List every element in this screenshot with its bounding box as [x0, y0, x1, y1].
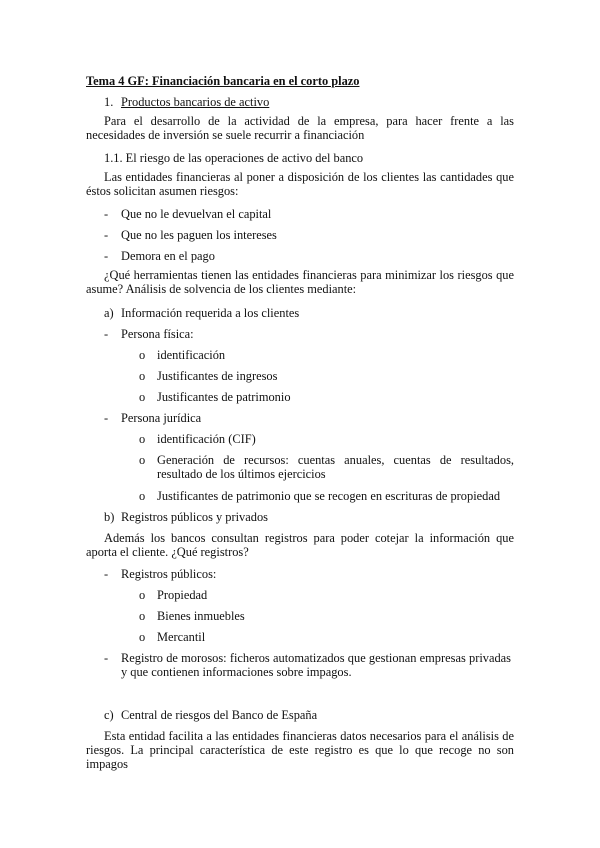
bullet-marker: o [139, 369, 146, 383]
morosos-item: Registro de morosos: ficheros automatizados que gestionan empresas privadas y que contienen informaciones sobre impagos. [121, 651, 511, 679]
subsection-intro: Las entidades financieras al poner a disposición de los clientes las cantidades que éstos solicitan asumen riesgos: [86, 170, 514, 198]
registros-publicos-label: Registros públicos: [121, 567, 217, 581]
fisica-item: Justificantes de ingresos [157, 369, 278, 383]
risk-item: Demora en el pago [121, 249, 215, 263]
publicos-item: Bienes inmuebles [157, 609, 245, 623]
bullet-marker: o [139, 630, 146, 644]
risk-item: Que no les paguen los intereses [121, 228, 277, 242]
bullet-marker: o [139, 609, 146, 623]
dash-marker: - [104, 249, 109, 263]
persona-juridica-label: Persona jurídica [121, 411, 202, 425]
dash-marker: - [104, 327, 109, 341]
bullet-marker: o [139, 390, 146, 404]
subsection-heading: 1.1. El riesgo de las operaciones de activo del banco [104, 151, 364, 165]
dash-marker: - [104, 207, 109, 221]
item-c-text: Esta entidad facilita a las entidades financieras datos necesarios para el análisis de riesgos. La principal característica de este registro es que lo que recoge no son impagos [86, 729, 514, 771]
section-number: 1. [104, 95, 114, 109]
dash-marker: - [104, 651, 109, 665]
risk-item: Que no le devuelvan el capital [121, 207, 272, 221]
bullet-marker: o [139, 432, 146, 446]
bullet-marker: o [139, 489, 146, 503]
dash-marker: - [104, 228, 109, 242]
item-b-intro: Además los bancos consultan registros para poder cotejar la información que aporta el cliente. ¿Qué registros? [86, 531, 514, 559]
question-paragraph: ¿Qué herramientas tienen las entidades financieras para minimizar los riesgos que asume? Análisis de solvencia de los clientes mediante: [86, 268, 514, 296]
dash-marker: - [104, 411, 109, 425]
juridica-item: Justificantes de patrimonio que se recogen en escrituras de propiedad [157, 489, 501, 503]
publicos-item: Mercantil [157, 630, 206, 644]
document-title: Tema 4 GF: Financiación bancaria en el corto plazo [86, 74, 360, 88]
bullet-marker: o [139, 588, 146, 602]
fisica-item: Justificantes de patrimonio [157, 390, 291, 404]
item-b-label: Registros públicos y privados [121, 510, 268, 524]
item-c-label: Central de riesgos del Banco de España [121, 708, 318, 722]
item-a-label: Información requerida a los clientes [121, 306, 300, 320]
publicos-item: Propiedad [157, 588, 208, 602]
section-intro: Para el desarrollo de la actividad de la empresa, para hacer frente a las necesidades de inversión se suele recurrir a financiación [86, 114, 514, 142]
fisica-item: identificación [157, 348, 226, 362]
bullet-marker: o [139, 348, 146, 362]
bullet-marker: o [139, 453, 146, 467]
list-marker-c: c) [104, 708, 114, 722]
juridica-item: Generación de recursos: cuentas anuales, cuentas de resultados, resultado de los últimos ejercicios [157, 453, 514, 481]
section-heading: Productos bancarios de activo [121, 95, 270, 109]
list-marker-b: b) [104, 510, 115, 524]
juridica-item: identificación (CIF) [157, 432, 256, 446]
dash-marker: - [104, 567, 109, 581]
persona-fisica-label: Persona física: [121, 327, 194, 341]
list-marker-a: a) [104, 306, 114, 320]
